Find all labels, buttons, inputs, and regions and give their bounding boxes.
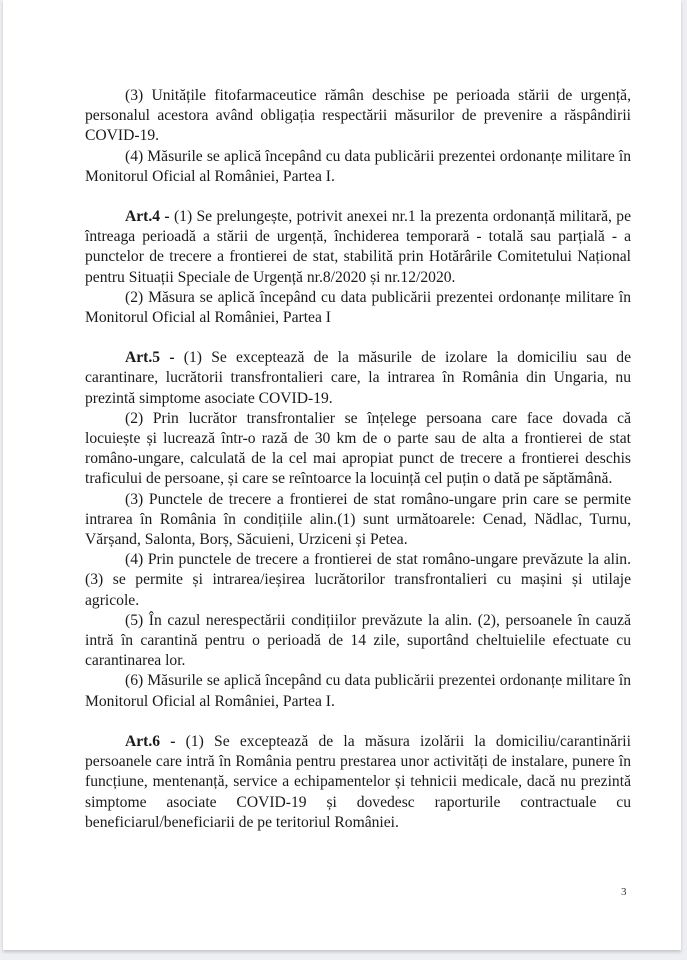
paragraph: (3) Punctele de trecere a frontierei de stat româno-ungare prin care se permite intrarea în România în condițiile alin.(1) sunt următoarele: Cenad, Nădlac, Turnu, Vărșand, Salonta, Borș, Săcuieni, Urziceni și Petea.	[85, 490, 631, 549]
paragraph-text: (1) Se prelungește, potrivit anexei nr.1 la prezenta ordonanță militară, pe întreaga perioadă a stării de urgență, închiderea temporară - totală sau parțială - a punctelor de trecere a frontierei de stat, stabilită prin Hotărârile Comitetului Național pentru Situații Speciale de Urgență nr.8/2020 și nr.12/2020.	[85, 208, 631, 286]
page-number: 3	[621, 886, 627, 898]
section-art3-continued	[85, 86, 631, 187]
document-body	[85, 86, 631, 833]
article-5	[85, 348, 631, 712]
paragraph: (6) Măsurile se aplică începând cu data publicării prezentei ordonanțe militare în Monitorul Oficial al României, Partea I.	[85, 672, 631, 710]
article-label: Art.5 -	[125, 349, 175, 367]
article-label: Art.6 -	[125, 732, 176, 750]
paragraph-text: (1) Se exceptează de la măsura izolării la domiciliu/carantinării persoanele care intră în România pentru prestarea unor activități de instalare, punere în funcțiune, mentenanță, service a echipamentelor și tehnicii medicale, dacă nu prezintă simptome asociate COVID-19 și dovedesc raporturile contractuale cu beneficiarul/beneficiarii de pe teritoriul României.	[85, 732, 631, 831]
paragraph: (2) Prin lucrător transfrontalier se înțelege persoana care face dovada că locuiește și lucrează într-o rază de 30 km de o parte sau de alta a frontierei de stat româno-ungare, calculată de la cel mai apropiat punct de trecere a frontierei deschis traficului de persoane, și care se reîntoarce la locuință cel puțin o dată pe săptămână.	[85, 409, 631, 488]
article-4	[85, 207, 631, 328]
paragraph-text: (1) Se exceptează de la măsurile de izolare la domiciliu sau de carantinare, lucrătorii transfrontalieri care, la intrarea în România din Ungaria, nu prezintă simptome asociate COVID-19.	[85, 349, 631, 407]
paragraph	[85, 207, 631, 288]
article-label: Art.4 -	[125, 208, 170, 226]
paragraph: (5) În cazul nerespectării condițiilor prevăzute la alin. (2), persoanele în cauză intră în carantină pentru o perioadă de 14 zile, suportând cheltuielile efectuate cu carantinarea lor.	[85, 611, 631, 670]
document-page	[3, 0, 681, 950]
paragraph: (4) Prin punctele de trecere a frontierei de stat româno-ungare prevăzute la alin.(3) se permite și intrarea/ieșirea lucrătorilor transfrontalieri cu mașini și utilaje agricole.	[85, 551, 631, 609]
article-6	[85, 732, 631, 833]
paragraph: (2) Măsura se aplică începând cu data publicării prezentei ordonanțe militare în Monitorul Oficial al României, Partea I	[85, 288, 631, 327]
paragraph	[85, 348, 631, 409]
paragraph	[85, 732, 631, 833]
paragraph: (4) Măsurile se aplică începând cu data publicării prezentei ordonanțe militare în Monitorul Oficial al României, Partea I.	[85, 147, 631, 185]
paragraph: (3) Unitățile fitofarmaceutice rămân deschise pe perioada stării de urgență, personalul acestora având obligația respectării măsurilor de prevenire a răspândirii COVID-19.	[85, 87, 631, 145]
